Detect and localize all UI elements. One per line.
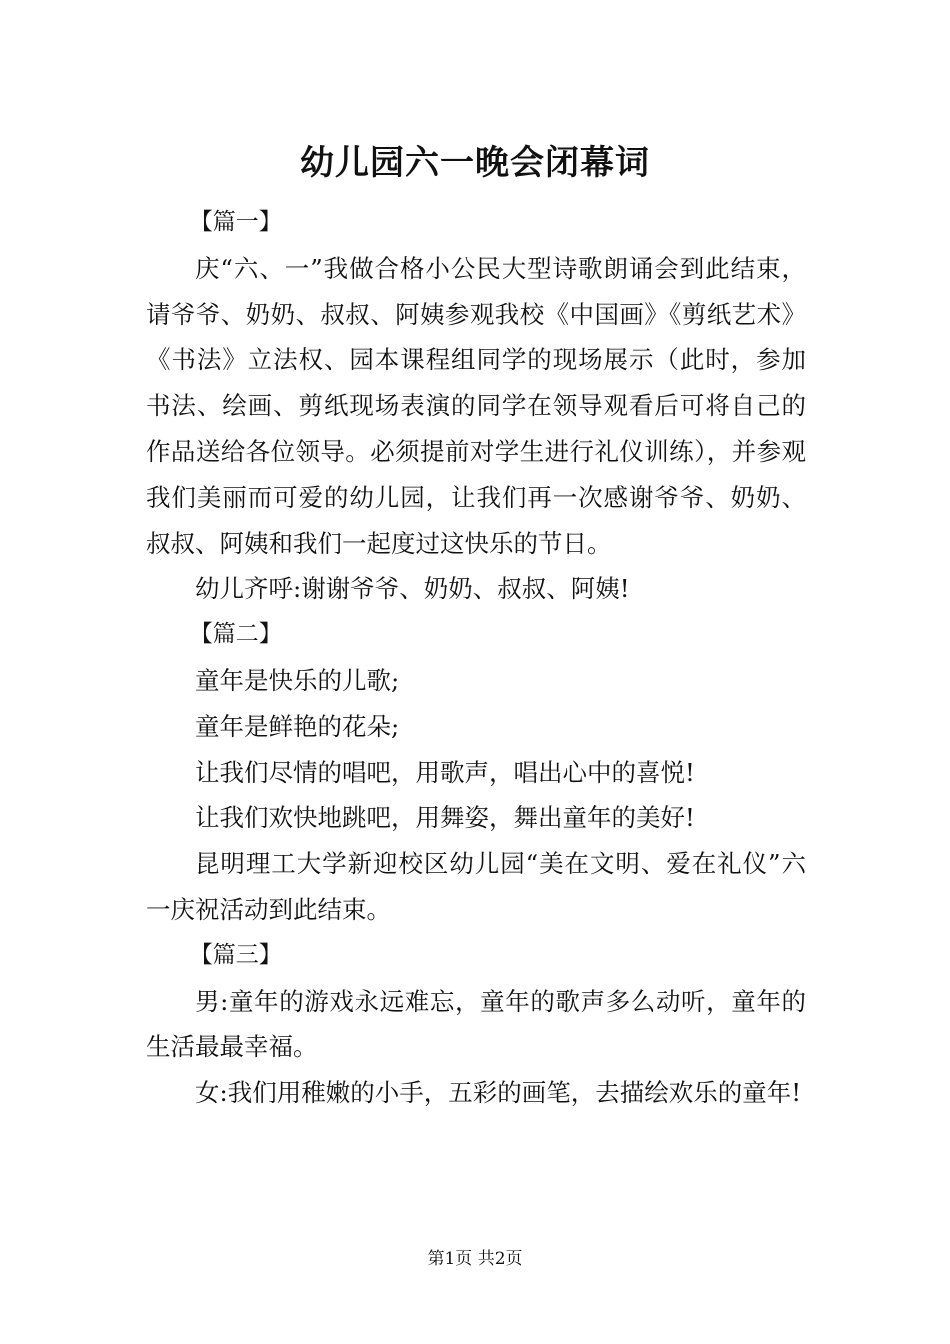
paragraph: 昆明理工大学新迎校区幼儿园“美在文明、爱在礼仪”六一庆祝活动到此结束。 — [146, 849, 806, 924]
paragraph: 幼儿齐呼:谢谢爷爷、奶奶、叔叔、阿姨! — [195, 574, 630, 604]
paragraph: 让我们尽情的唱吧，用歌声，唱出心中的喜悦! — [195, 757, 695, 787]
section-heading: 【篇三】 — [189, 941, 282, 968]
paragraph: 庆“六、一”我做合格小公民大型诗歌朗诵会到此结束，请爷爷、奶奶、叔叔、阿姨参观我校《中国画》《剪纸艺术》《书法》立法权、园本课程组同学的现场展示（此时，参加书法、绘画、剪纸现场表演的同学在领导观看后可将自己的作品送给各位领导。必须提前对学生进行礼仪训练），并参观我们美丽而可爱的幼儿园，让我们再一次感谢爷爷、奶奶、叔叔、阿姨和我们一起度过这快乐的节日。 — [146, 253, 806, 558]
paragraph: 童年是快乐的儿歌; — [195, 665, 400, 695]
paragraph: 女:我们用稚嫩的小手，五彩的画笔，去描绘欢乐的童年! — [195, 1078, 802, 1108]
paragraph: 男:童年的游戏永远难忘，童年的歌声多么动听，童年的生活最最幸福。 — [146, 986, 806, 1062]
section-heading: 【篇一】 — [189, 209, 282, 235]
section-heading: 【篇二】 — [189, 621, 282, 648]
paragraph: 童年是鲜艳的花朵; — [195, 711, 400, 741]
paragraph: 让我们欢快地跳吧，用舞姿，舞出童年的美好! — [195, 803, 695, 833]
document-title: 幼儿园六一晚会闭幕词 — [300, 143, 650, 183]
document-body — [146, 200, 806, 1116]
page-footer: 第1页 共2页 — [427, 1249, 523, 1269]
